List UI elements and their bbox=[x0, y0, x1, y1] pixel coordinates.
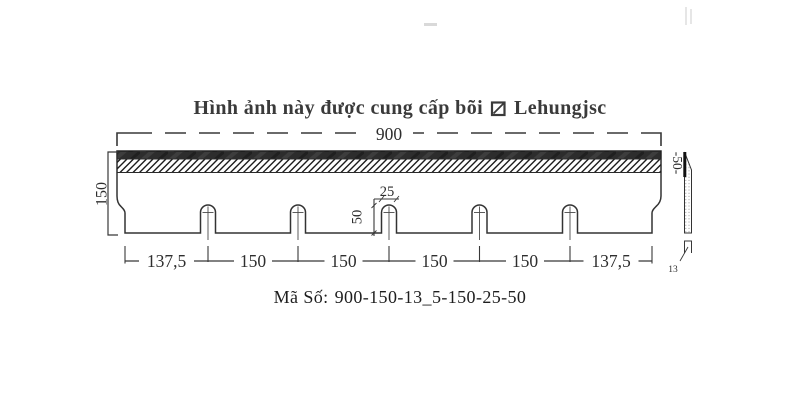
checked-box-icon bbox=[490, 100, 507, 117]
watermark-artifacts bbox=[424, 7, 691, 26]
code-value: 900-150-13_5-150-25-50 bbox=[334, 287, 527, 307]
svg-text:150: 150 bbox=[421, 251, 448, 271]
svg-text:150: 150 bbox=[239, 251, 267, 271]
dim-side-thickness bbox=[668, 241, 691, 275]
dim-150-label: 150 bbox=[93, 182, 111, 206]
shingle-side-view bbox=[668, 152, 691, 275]
svg-text:150: 150 bbox=[330, 251, 357, 271]
svg-text:137,5: 137,5 bbox=[146, 251, 187, 271]
dim-side-50-label: -50- bbox=[669, 151, 685, 175]
svg-text:150: 150 bbox=[511, 251, 539, 271]
adhesive-hatch-strip bbox=[117, 159, 661, 173]
dim-overall-width bbox=[117, 123, 661, 146]
dim-bottom-chain bbox=[125, 246, 652, 271]
dim-13-label: 13 bbox=[668, 265, 678, 275]
provider-text: Hình ảnh này được cung cấp bõi bbox=[193, 97, 484, 119]
granule-strip bbox=[117, 151, 661, 159]
watermark-title bbox=[0, 97, 800, 120]
dim-25-label: 25 bbox=[379, 184, 395, 200]
dim-900-label: 900 bbox=[375, 124, 403, 144]
code-label: Mã Số: bbox=[273, 287, 329, 307]
brand-text: Lehungjsc bbox=[514, 97, 607, 119]
dim-50-label: 50 bbox=[349, 209, 366, 225]
product-code bbox=[0, 287, 800, 308]
svg-text:137,5: 137,5 bbox=[591, 251, 631, 271]
dim-height bbox=[94, 152, 118, 235]
